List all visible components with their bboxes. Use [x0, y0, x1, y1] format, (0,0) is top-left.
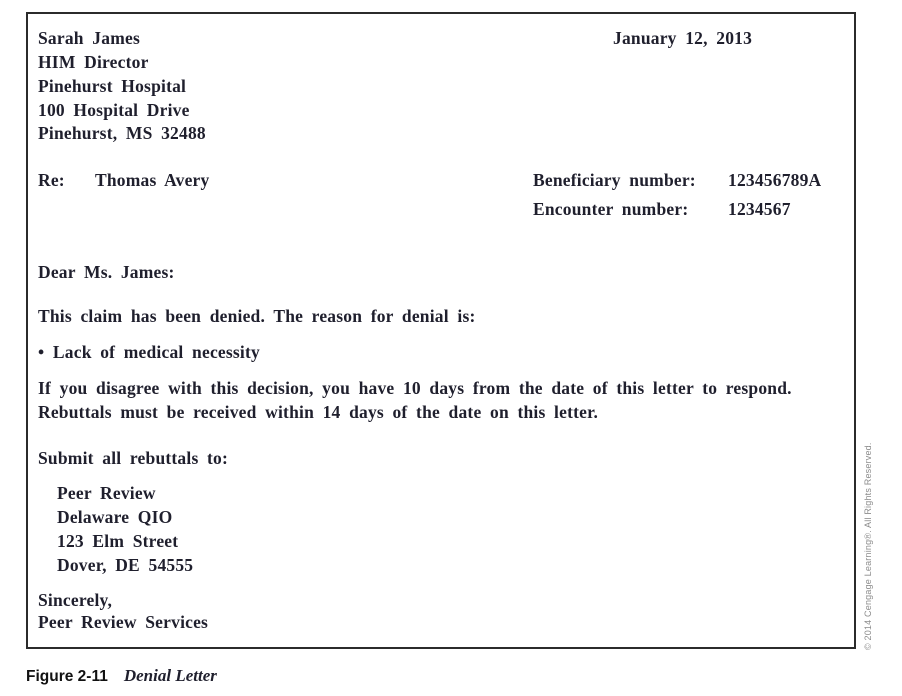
salutation: Dear Ms. James:	[38, 262, 175, 282]
beneficiary-number-label: Beneficiary number:	[533, 170, 696, 190]
denial-reason-text: Lack of medical necessity	[52, 342, 260, 362]
encounter-number-value: 1234567	[728, 199, 791, 219]
closing: Sincerely,	[38, 590, 113, 610]
recipient-city: Pinehurst, MS 32488	[38, 123, 206, 143]
denial-letter-document	[26, 12, 856, 649]
recipient-org: Pinehurst Hospital	[38, 76, 187, 96]
figure-title: Denial Letter	[123, 666, 217, 685]
submit-address-street: 123 Elm Street	[57, 531, 179, 551]
response-paragraph-line-1: If you disagree with this decision, you have 10 days from the date of this letter to respond.	[38, 378, 792, 398]
letter-date: January 12, 2013	[613, 28, 753, 48]
recipient-title: HIM Director	[38, 52, 149, 72]
submit-address-org: Peer Review	[57, 483, 156, 503]
figure-label: Figure 2-11	[26, 668, 108, 685]
encounter-number-label: Encounter number:	[533, 199, 689, 219]
submit-heading: Submit all rebuttals to:	[38, 448, 229, 468]
figure-caption	[26, 666, 217, 686]
response-paragraph-line-2: Rebuttals must be received within 14 days of the date on this letter.	[38, 402, 599, 422]
denial-reason-item	[38, 342, 260, 362]
re-label: Re:	[38, 170, 65, 190]
recipient-name: Sarah James	[38, 28, 140, 48]
copyright-credit: © 2014 Cengage Learning®. All Rights Reserved.	[863, 442, 873, 650]
bullet-icon: •	[38, 342, 53, 362]
submit-address-dept: Delaware QIO	[57, 507, 173, 527]
recipient-street: 100 Hospital Drive	[38, 100, 190, 120]
re-value: Thomas Avery	[95, 170, 210, 190]
submit-address-city: Dover, DE 54555	[57, 555, 194, 575]
signature: Peer Review Services	[38, 612, 209, 632]
denial-statement: This claim has been denied. The reason for denial is:	[38, 306, 476, 326]
beneficiary-number-value: 123456789A	[728, 170, 822, 190]
